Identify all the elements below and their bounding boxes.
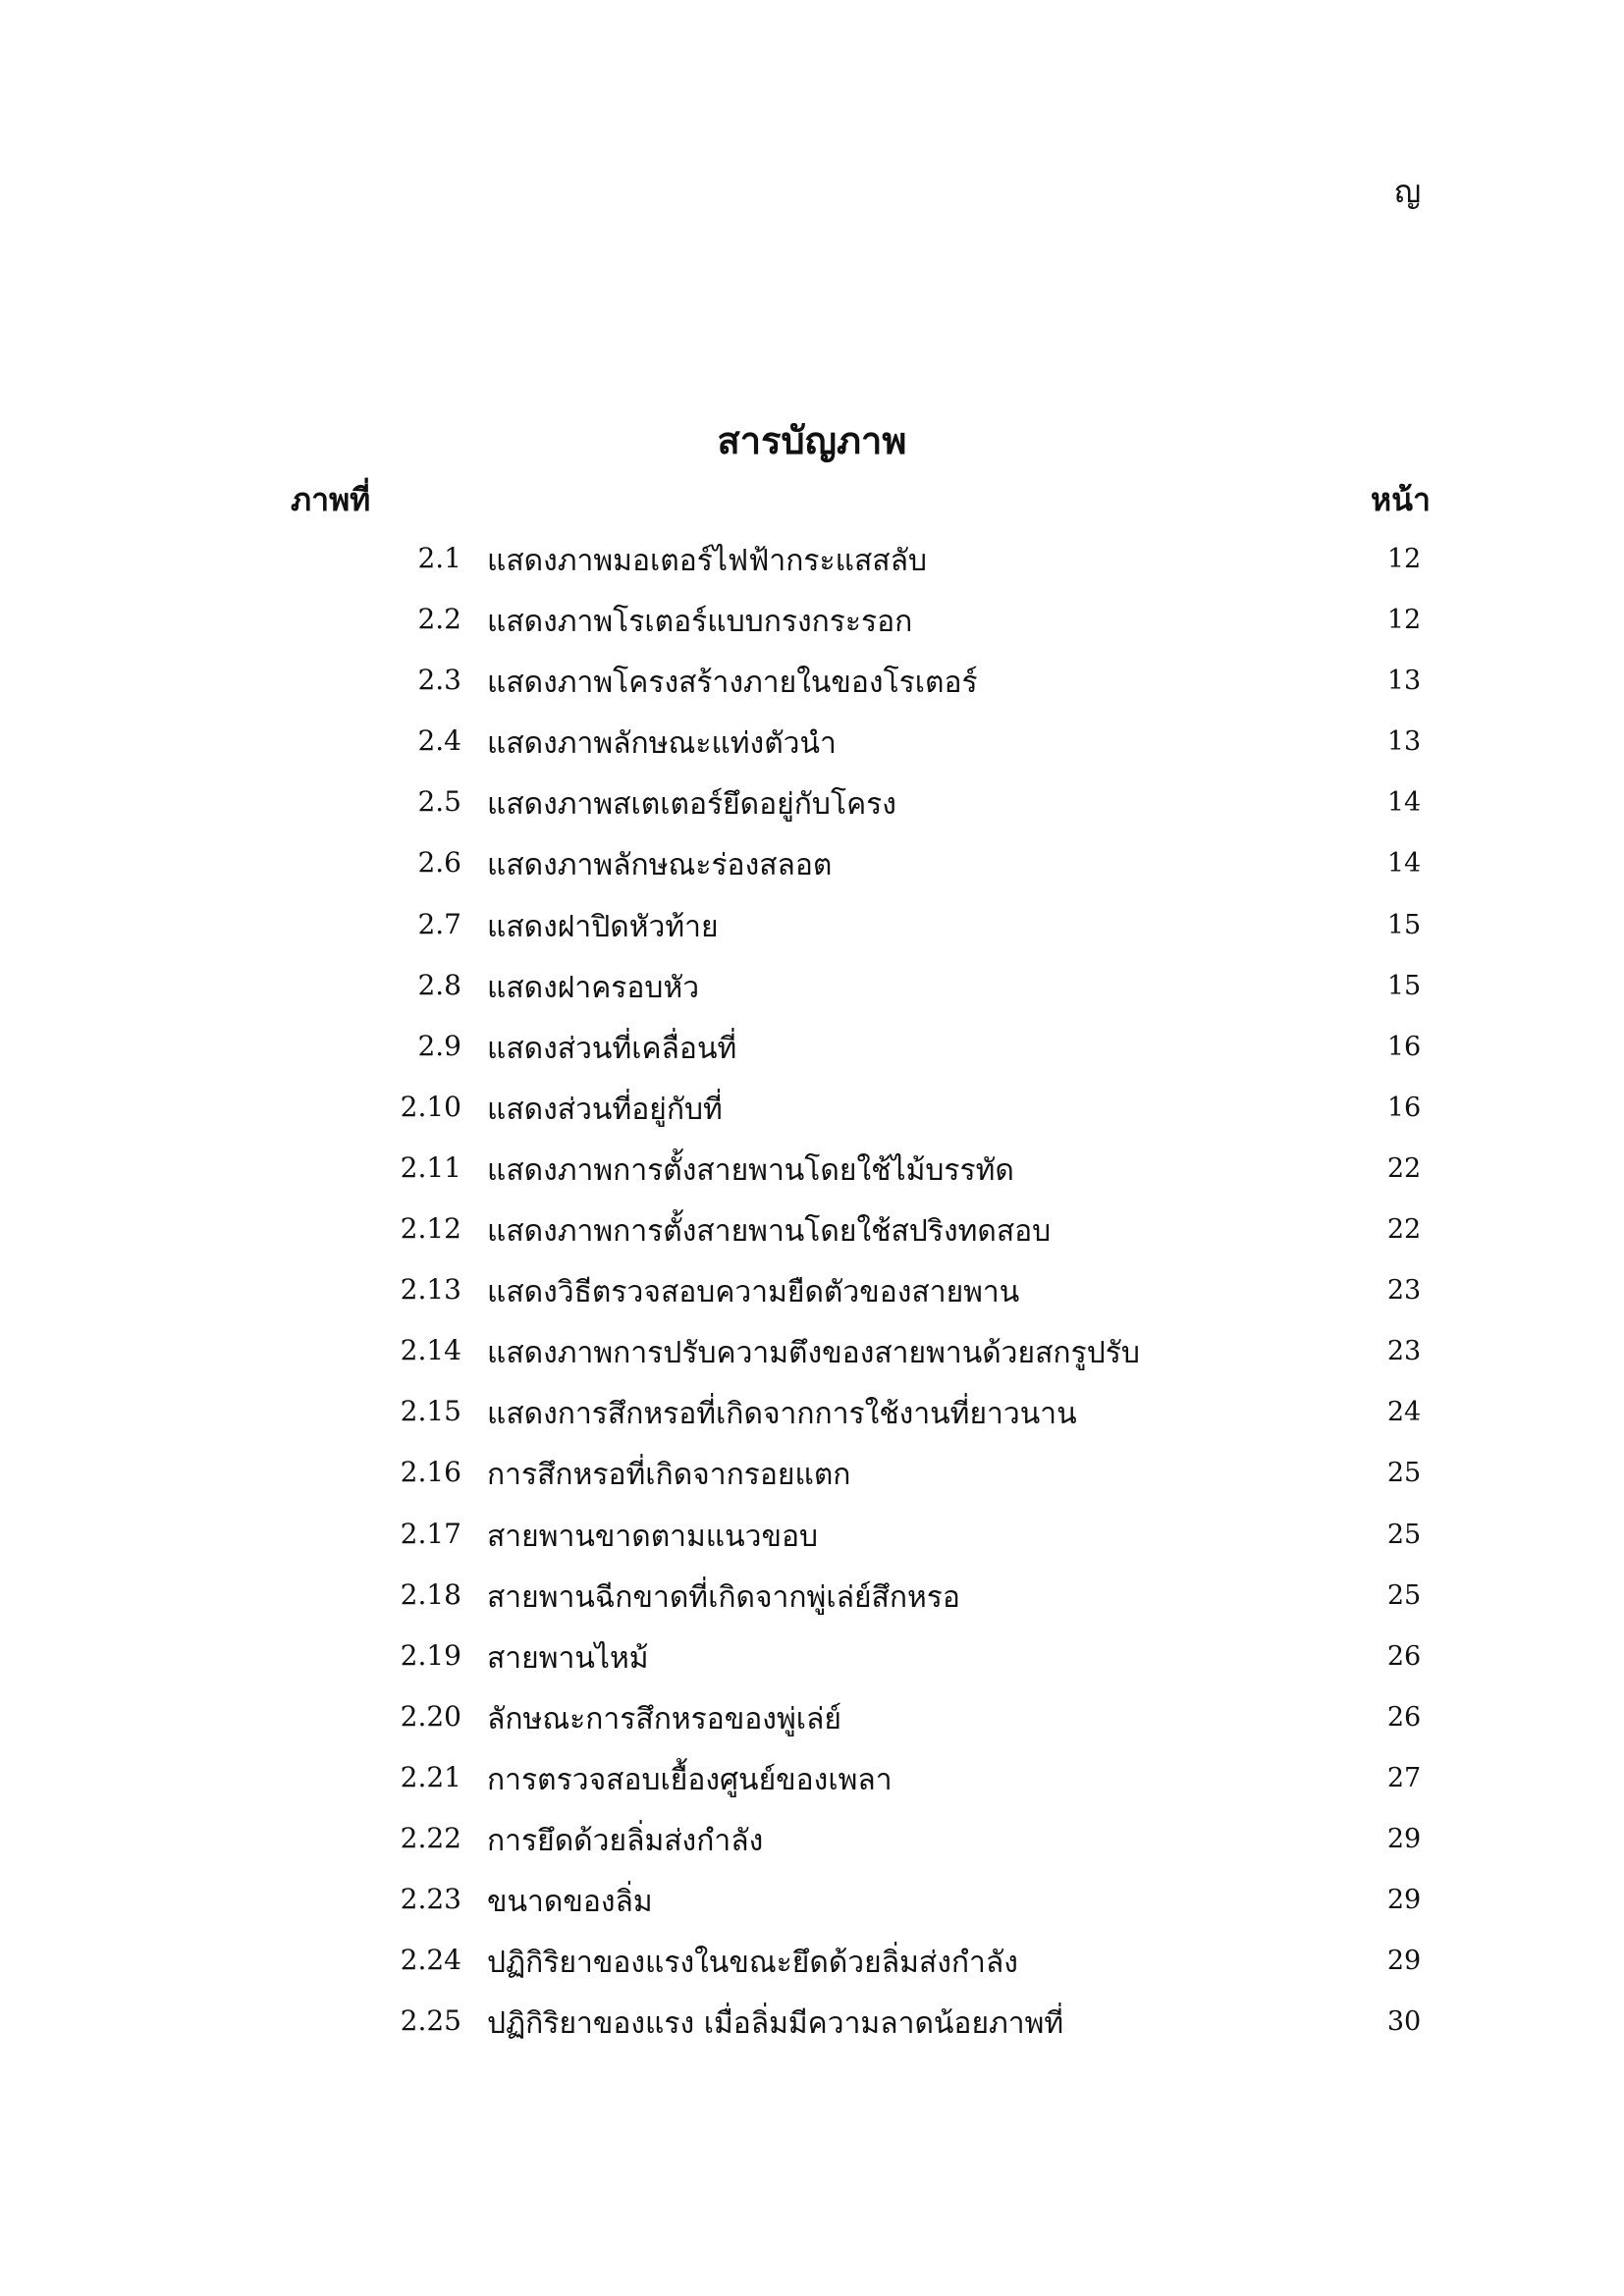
figure-page-number: 29 (1386, 1823, 1422, 1854)
figure-page-number: 23 (1386, 1275, 1422, 1307)
figure-caption: แสดงภาพสเตเตอร์ยึดอยู่กับโครง (487, 787, 896, 823)
list-item (0, 961, 1624, 1022)
list-item (0, 1326, 1624, 1387)
figure-list (0, 534, 1624, 2057)
figure-caption: แสดงภาพการปรับความตึงของสายพานด้วยสกรูปรับ (487, 1336, 1140, 1371)
list-item (0, 1875, 1624, 1936)
figure-page-number: 29 (1386, 1946, 1422, 1977)
list-item (0, 1753, 1624, 1814)
figure-number: 2.4 (417, 724, 461, 758)
figure-number: 2.15 (400, 1395, 461, 1428)
figure-caption: แสดงภาพการตั้งสายพานโดยใช้สปริงทดสอบ (487, 1214, 1052, 1250)
figure-page-number: 12 (1386, 605, 1422, 636)
figure-number: 2.8 (417, 968, 461, 1001)
figure-number: 2.25 (400, 2004, 461, 2038)
figure-number: 2.7 (417, 907, 461, 940)
list-item (0, 1510, 1624, 1571)
figure-caption: แสดงภาพมอเตอร์ไฟฟ้ากระแสสลับ (487, 544, 928, 578)
list-item (0, 838, 1624, 899)
page-number: ญ (1394, 173, 1422, 210)
list-item (0, 900, 1624, 961)
figure-page-number: 26 (1386, 1701, 1422, 1733)
list-item (0, 1265, 1624, 1326)
figure-number: 2.11 (400, 1150, 461, 1184)
figure-caption: ปฏิกิริยาของแรงในขณะยึดด้วยลิ่มส่งกำลัง (487, 1946, 1018, 1981)
figure-caption: การยึดด้วยลิ่มส่งกำลัง (487, 1823, 764, 1858)
figure-number: 2.2 (417, 603, 461, 636)
figure-page-number: 29 (1386, 1885, 1422, 1916)
list-item (0, 534, 1624, 595)
figure-number: 2.14 (400, 1334, 461, 1367)
list-item (0, 1022, 1624, 1083)
figure-caption: สายพานไหม้ (487, 1640, 649, 1676)
figure-caption: ขนาดของลิ่ม (487, 1885, 653, 1920)
figure-caption: แสดงภาพลักษณะร่องสลอต (487, 848, 833, 883)
figure-page-number: 24 (1386, 1397, 1422, 1428)
figure-number: 2.20 (400, 1699, 461, 1733)
figure-caption: แสดงส่วนที่เคลื่อนที่ (487, 1031, 737, 1066)
figure-caption: ลักษณะการสึกหรอของพู่เล่ย์ (487, 1701, 841, 1736)
figure-number: 2.5 (417, 785, 461, 819)
list-item (0, 1083, 1624, 1144)
figure-page-number: 16 (1386, 1092, 1422, 1123)
figure-page-number: 27 (1386, 1762, 1422, 1793)
figure-caption: สายพานฉีกขาดที่เกิดจากพู่เล่ย์สึกหรอ (487, 1579, 960, 1615)
figure-page-number: 15 (1386, 970, 1422, 1001)
figure-number: 2.17 (400, 1517, 461, 1550)
figure-caption: แสดงภาพโรเตอร์แบบกรงกระรอก (487, 605, 913, 640)
list-item (0, 1448, 1624, 1509)
list-item (0, 1936, 1624, 1997)
figure-caption: แสดงฝาครอบหัว (487, 970, 700, 1005)
figure-caption: แสดงภาพการตั้งสายพานโดยใช้ไม้บรรทัด (487, 1152, 1014, 1188)
column-header-figure: ภาพที่ (291, 481, 371, 518)
list-item (0, 717, 1624, 777)
figure-number: 2.21 (400, 1760, 461, 1793)
figure-number: 2.10 (400, 1090, 461, 1123)
list-item (0, 1997, 1624, 2057)
column-header-page: หน้า (1371, 481, 1431, 518)
figure-number: 2.19 (400, 1638, 461, 1672)
figure-caption: แสดงส่วนที่อยู่กับที่ (487, 1092, 723, 1127)
figure-page-number: 22 (1386, 1152, 1422, 1184)
figure-page-number: 30 (1386, 2006, 1422, 2038)
figure-number: 2.6 (417, 846, 461, 880)
list-item (0, 1571, 1624, 1631)
list-item (0, 1204, 1624, 1265)
figure-caption: ปฏิกิริยาของแรง เมื่อลิ่มมีความลาดน้อยภาพที่ (487, 2006, 1064, 2042)
list-item (0, 1814, 1624, 1875)
list-item (0, 656, 1624, 717)
figure-page-number: 12 (1386, 544, 1422, 574)
figure-number: 2.18 (400, 1577, 461, 1611)
figure-page-number: 25 (1386, 1579, 1422, 1611)
figure-number: 2.13 (400, 1273, 461, 1307)
figure-number: 2.24 (400, 1944, 461, 1977)
figure-caption: การตรวจสอบเยื้องศูนย์ของเพลา (487, 1762, 893, 1797)
figure-page-number: 22 (1386, 1214, 1422, 1246)
figure-caption: แสดงวิธีตรวจสอบความยืดตัวของสายพาน (487, 1275, 1020, 1310)
figure-page-number: 14 (1386, 787, 1422, 819)
figure-page-number: 26 (1386, 1640, 1422, 1672)
figure-caption: แสดงการสึกหรอที่เกิดจากการใช้งานที่ยาวนาน (487, 1397, 1077, 1432)
list-item (0, 1631, 1624, 1692)
figure-page-number: 14 (1386, 848, 1422, 880)
figure-caption: การสึกหรอที่เกิดจากรอยแตก (487, 1458, 851, 1493)
figure-page-number: 23 (1386, 1336, 1422, 1367)
figure-number: 2.22 (400, 1821, 461, 1854)
list-item (0, 1144, 1624, 1204)
figure-number: 2.1 (417, 542, 461, 574)
figure-caption: แสดงภาพลักษณะแท่งตัวนำ (487, 726, 837, 762)
figure-page-number: 13 (1386, 666, 1422, 697)
figure-page-number: 15 (1386, 909, 1422, 940)
list-item (0, 1387, 1624, 1448)
figure-page-number: 25 (1386, 1458, 1422, 1489)
figure-number: 2.3 (417, 664, 461, 697)
figure-number: 2.9 (417, 1029, 461, 1062)
figure-page-number: 13 (1386, 726, 1422, 758)
figure-caption: สายพานขาดตามแนวขอบ (487, 1519, 819, 1554)
figure-caption: แสดงภาพโครงสร้างภายในของโรเตอร์ (487, 666, 978, 701)
figure-number: 2.23 (400, 1883, 461, 1916)
list-item (0, 1692, 1624, 1753)
figure-number: 2.12 (400, 1212, 461, 1246)
page-title: สารบัญภาพ (717, 418, 907, 462)
figure-caption: แสดงฝาปิดหัวท้าย (487, 909, 719, 944)
list-item (0, 777, 1624, 838)
figure-page-number: 25 (1386, 1519, 1422, 1550)
figure-number: 2.16 (400, 1456, 461, 1489)
list-item (0, 595, 1624, 656)
figure-page-number: 16 (1386, 1031, 1422, 1062)
